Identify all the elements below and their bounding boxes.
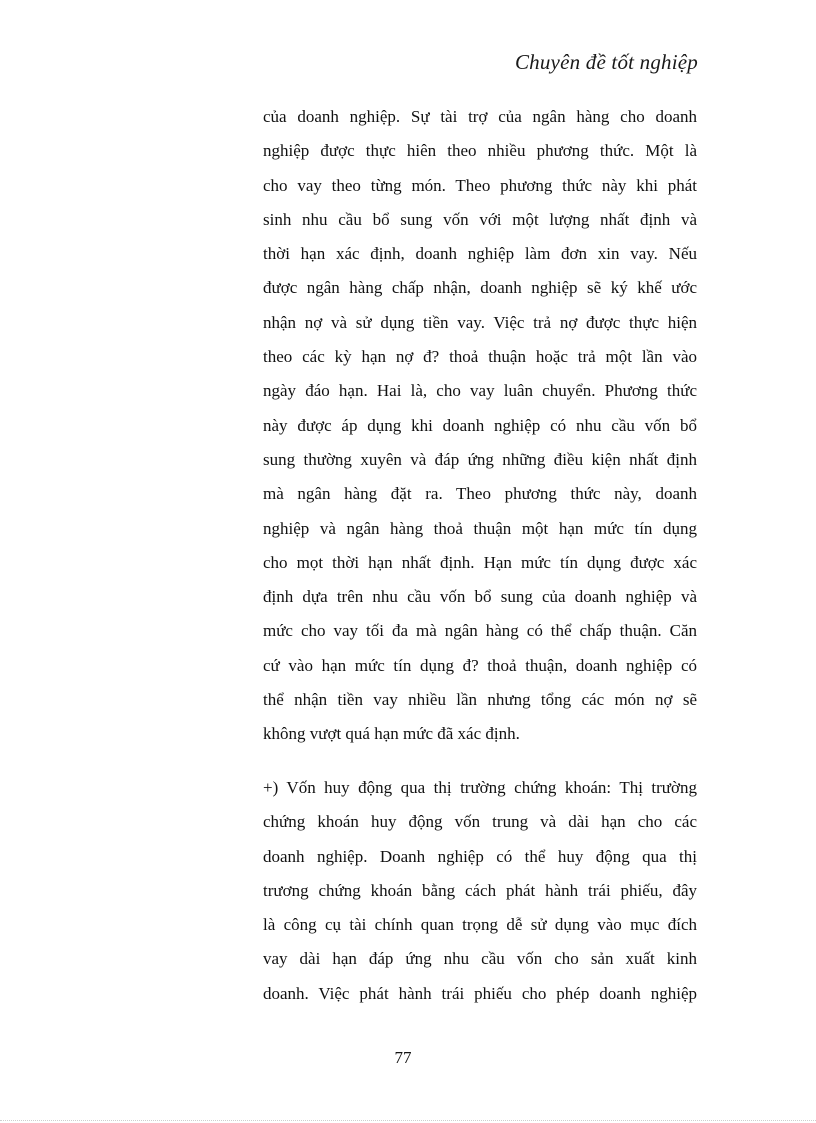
text-line: doanh. Việc phát hành trái phiếu cho phép doanh nghiệp	[263, 983, 697, 1003]
text-line: chứng khoán huy động vốn trung và dài hạn cho các	[263, 812, 697, 832]
text-line: cứ vào hạn mức tín dụng đ? thoả thuận, doanh nghiệp có	[263, 655, 697, 675]
text-line: vay dài hạn đáp ứng nhu cầu vốn cho sản xuất kinh	[263, 949, 697, 969]
page-number: 77	[394, 1048, 412, 1067]
text-line: mà ngân hàng đặt ra. Theo phương thức này, doanh	[263, 484, 697, 504]
text-line: định dựa trên nhu cầu vốn bổ sung của doanh nghiệp và	[263, 587, 697, 607]
text-line: nghiệp và ngân hàng thoả thuận một hạn mức tín dụng	[263, 518, 697, 538]
text-line: thời hạn xác định, doanh nghiệp làm đơn xin vay. Nếu	[263, 244, 697, 264]
text-line: mức cho vay tối đa mà ngân hàng có thể chấp thuận. Căn	[263, 621, 697, 641]
header-title: Chuyên đề tốt nghiệp	[514, 50, 698, 74]
text-line: được ngân hàng chấp nhận, doanh nghiệp sẽ ký khế ước	[263, 278, 697, 298]
text-line: thể nhận tiền vay nhiều lần nhưng tổng các món nợ sẽ	[263, 690, 697, 710]
paragraph-securities-market	[263, 771, 697, 1011]
text-line: cho vay theo từng món. Theo phương thức này khi phát	[263, 175, 697, 195]
text-line: sung thường xuyên và đáp ứng những điều kiện nhất định	[263, 449, 697, 469]
text-line: không vượt quá hạn mức đã xác định.	[263, 724, 520, 744]
text-line: này được áp dụng khi doanh nghiệp có nhu cầu vốn bổ	[263, 415, 697, 435]
text-line: nghiệp được thực hiên theo nhiều phương thức. Một là	[263, 141, 697, 161]
text-line: sinh nhu cầu bổ sung vốn với một lượng nhất định và	[263, 209, 697, 229]
text-line: cho mọt thời hạn nhất định. Hạn mức tín dụng được xác	[263, 552, 697, 572]
text-line: +) Vốn huy động qua thị trường chứng khoán: Thị trường	[263, 778, 697, 797]
text-line: trương chứng khoán bằng cách phát hành trái phiếu, đây	[263, 880, 697, 900]
text-line: theo các kỳ hạn nợ đ? thoả thuận hoặc trả một lần vào	[263, 347, 697, 367]
paragraph-bank-loans	[263, 100, 697, 752]
text-line: nhận nợ và sử dụng tiền vay. Việc trả nợ được thực hiện	[263, 312, 697, 332]
text-line: ngày đáo hạn. Hai là, cho vay luân chuyển. Phương thức	[263, 381, 697, 401]
text-line: doanh nghiệp. Doanh nghiệp có thể huy động qua thị	[263, 846, 697, 866]
text-line: là công cụ tài chính quan trọng dễ sử dụng vào mục đích	[263, 915, 697, 935]
page-bottom-divider	[0, 1120, 816, 1121]
text-line: của doanh nghiệp. Sự tài trợ của ngân hàng cho doanh	[263, 107, 697, 126]
